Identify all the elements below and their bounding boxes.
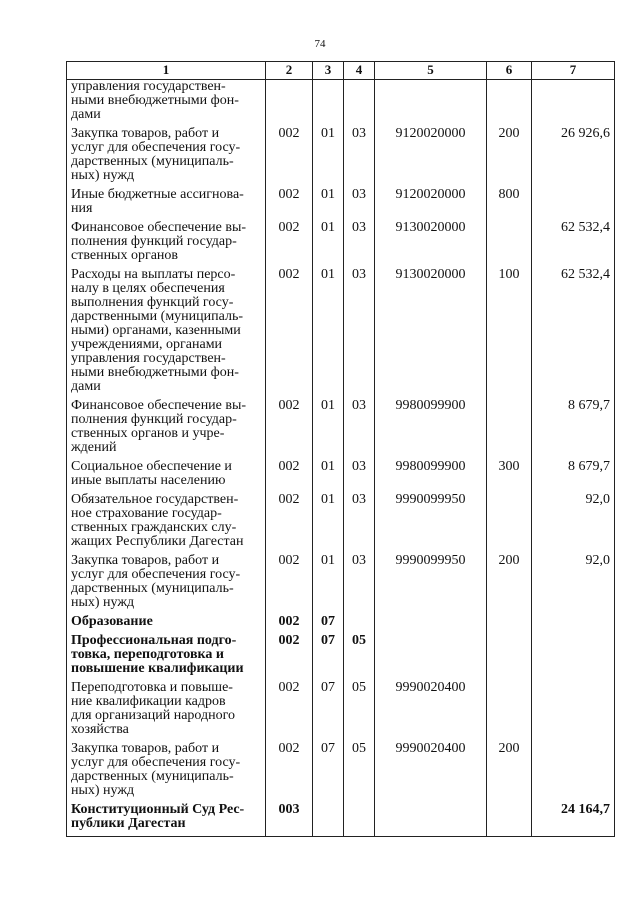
row-name: Финансовое обеспечение вы- полнения функций государ- ственных органов и учре- ждений	[71, 398, 247, 455]
row-name: Конституционный Суд Рес- публики Дагестан	[71, 802, 245, 831]
row-name-cell	[67, 221, 266, 268]
row-amount-cell	[532, 554, 615, 615]
row-expense-type-cell	[487, 221, 532, 268]
row-amount: 26 926,6	[561, 126, 610, 141]
row-name: Финансовое обеспечение вы- полнения функций государ- ственных органов	[71, 220, 247, 263]
header-col-6: 6	[487, 62, 532, 80]
row-section: 01	[321, 398, 335, 413]
row-section-cell	[313, 681, 344, 742]
row-gov-code-cell	[266, 493, 313, 554]
row-name-cell	[67, 681, 266, 742]
row-amount-cell	[532, 803, 615, 837]
row-section-cell	[313, 268, 344, 399]
row-name: Закупка товаров, работ и услуг для обеспечения госу- дарственных (муниципаль- ных) нужд	[71, 553, 241, 610]
row-name-cell	[67, 399, 266, 460]
row-amount: 92,0	[585, 553, 610, 568]
row-section-cell	[313, 399, 344, 460]
row-subsection-cell	[344, 742, 375, 803]
row-target-article: 9990099950	[395, 492, 466, 507]
row-name-cell	[67, 615, 266, 634]
row-gov-code-cell	[266, 615, 313, 634]
table-row	[67, 221, 615, 268]
table-row	[67, 399, 615, 460]
row-section-cell	[313, 742, 344, 803]
header-col-2: 2	[266, 62, 313, 80]
table-row	[67, 681, 615, 742]
row-gov-code: 002	[278, 553, 300, 568]
row-section: 01	[321, 187, 335, 202]
row-target-article-cell	[375, 127, 487, 188]
row-subsection-cell	[344, 221, 375, 268]
row-amount: 8 679,7	[568, 398, 610, 413]
row-subsection-cell	[344, 460, 375, 493]
row-gov-code-cell	[266, 460, 313, 493]
row-target-article-cell	[375, 615, 487, 634]
row-gov-code: 002	[278, 398, 300, 413]
row-name-cell	[67, 80, 266, 128]
row-section-cell	[313, 221, 344, 268]
table-row	[67, 803, 615, 837]
row-subsection-cell	[344, 188, 375, 221]
row-subsection: 03	[352, 267, 366, 282]
row-expense-type-cell	[487, 634, 532, 681]
row-name-cell	[67, 634, 266, 681]
row-amount: 8 679,7	[568, 459, 610, 474]
header-col-4: 4	[344, 62, 375, 80]
row-section-cell	[313, 634, 344, 681]
row-amount-cell	[532, 221, 615, 268]
header-col-5: 5	[375, 62, 487, 80]
table-row	[67, 493, 615, 554]
row-subsection-cell	[344, 80, 375, 128]
row-amount-cell	[532, 80, 615, 128]
row-gov-code: 002	[278, 614, 300, 629]
row-target-article: 9130020000	[395, 220, 466, 235]
row-section: 01	[321, 267, 335, 282]
row-name-cell	[67, 268, 266, 399]
row-subsection: 03	[352, 220, 366, 235]
row-target-article-cell	[375, 80, 487, 128]
row-target-article-cell	[375, 268, 487, 399]
row-name-cell	[67, 742, 266, 803]
row-section: 07	[321, 633, 335, 648]
row-target-article-cell	[375, 803, 487, 837]
row-section-cell	[313, 554, 344, 615]
row-name: Образование	[71, 614, 153, 629]
row-expense-type: 800	[498, 187, 520, 202]
row-name: Расходы на выплаты персо- налу в целях обеспечения выполнения функций госу- дарственными (муниципаль- ными) органами, казенными учреждениями, органами управления государствен- ными внебюджетными фон- дами	[71, 267, 244, 394]
row-gov-code-cell	[266, 681, 313, 742]
row-amount-cell	[532, 188, 615, 221]
page-number: 74	[314, 38, 326, 50]
row-amount-cell	[532, 460, 615, 493]
header-col-1: 1	[67, 62, 266, 80]
row-subsection: 03	[352, 492, 366, 507]
row-gov-code: 002	[278, 187, 300, 202]
row-name-cell	[67, 493, 266, 554]
row-gov-code: 002	[278, 459, 300, 474]
row-expense-type: 200	[498, 741, 520, 756]
row-subsection-cell	[344, 615, 375, 634]
row-expense-type-cell	[487, 803, 532, 837]
row-expense-type: 100	[498, 267, 520, 282]
row-name-cell	[67, 554, 266, 615]
row-gov-code: 002	[278, 267, 300, 282]
row-name: Профессиональная подго- товка, переподготовка и повышение квалификации	[71, 633, 244, 676]
table-row	[67, 127, 615, 188]
table-row	[67, 554, 615, 615]
row-section: 01	[321, 553, 335, 568]
row-gov-code-cell	[266, 634, 313, 681]
row-amount-cell	[532, 493, 615, 554]
row-target-article: 9120020000	[395, 126, 466, 141]
row-section: 07	[321, 614, 335, 629]
row-section-cell	[313, 803, 344, 837]
row-expense-type-cell	[487, 127, 532, 188]
row-subsection: 03	[352, 126, 366, 141]
row-name: Иные бюджетные ассигнова- ния	[71, 187, 244, 216]
header-col-7: 7	[532, 62, 615, 80]
table-row	[67, 460, 615, 493]
row-subsection: 05	[352, 680, 366, 695]
row-amount: 24 164,7	[561, 802, 610, 817]
row-expense-type-cell	[487, 188, 532, 221]
row-target-article-cell	[375, 554, 487, 615]
row-subsection-cell	[344, 493, 375, 554]
row-expense-type: 200	[498, 553, 520, 568]
row-target-article: 9990020400	[395, 680, 466, 695]
row-name: Социальное обеспечение и иные выплаты населению	[71, 459, 232, 488]
row-target-article: 9990099950	[395, 553, 466, 568]
row-section-cell	[313, 493, 344, 554]
row-subsection-cell	[344, 803, 375, 837]
row-gov-code-cell	[266, 80, 313, 128]
row-gov-code-cell	[266, 803, 313, 837]
row-section: 07	[321, 680, 335, 695]
row-expense-type: 300	[498, 459, 520, 474]
row-gov-code-cell	[266, 188, 313, 221]
row-amount-cell	[532, 615, 615, 634]
table-row	[67, 615, 615, 634]
table-row	[67, 268, 615, 399]
row-target-article-cell	[375, 460, 487, 493]
table-row	[67, 80, 615, 128]
row-section: 01	[321, 459, 335, 474]
row-subsection: 03	[352, 553, 366, 568]
row-expense-type-cell	[487, 268, 532, 399]
row-name-cell	[67, 803, 266, 837]
table-row	[67, 634, 615, 681]
row-amount: 62 532,4	[561, 267, 610, 282]
row-expense-type-cell	[487, 460, 532, 493]
budget-table	[66, 61, 615, 837]
row-amount-cell	[532, 681, 615, 742]
row-amount-cell	[532, 742, 615, 803]
row-subsection-cell	[344, 268, 375, 399]
table-body	[67, 80, 615, 837]
row-gov-code: 003	[278, 802, 300, 817]
row-gov-code: 002	[278, 680, 300, 695]
row-subsection-cell	[344, 634, 375, 681]
row-gov-code: 002	[278, 633, 300, 648]
row-expense-type-cell	[487, 742, 532, 803]
header-col-3: 3	[313, 62, 344, 80]
row-name: Закупка товаров, работ и услуг для обеспечения госу- дарственных (муниципаль- ных) нужд	[71, 741, 241, 798]
row-section-cell	[313, 127, 344, 188]
row-gov-code-cell	[266, 554, 313, 615]
row-gov-code-cell	[266, 127, 313, 188]
row-amount-cell	[532, 634, 615, 681]
row-target-article-cell	[375, 493, 487, 554]
row-subsection: 03	[352, 187, 366, 202]
row-section: 01	[321, 220, 335, 235]
row-target-article-cell	[375, 742, 487, 803]
row-subsection-cell	[344, 399, 375, 460]
row-subsection-cell	[344, 681, 375, 742]
row-subsection: 05	[352, 741, 366, 756]
row-subsection: 03	[352, 398, 366, 413]
row-amount-cell	[532, 127, 615, 188]
row-gov-code-cell	[266, 268, 313, 399]
row-name: Закупка товаров, работ и услуг для обеспечения госу- дарственных (муниципаль- ных) нужд	[71, 126, 241, 183]
row-section: 01	[321, 126, 335, 141]
row-target-article-cell	[375, 221, 487, 268]
row-subsection: 05	[352, 633, 366, 648]
row-target-article-cell	[375, 399, 487, 460]
table-row	[67, 742, 615, 803]
row-expense-type-cell	[487, 399, 532, 460]
row-gov-code-cell	[266, 742, 313, 803]
table-row	[67, 188, 615, 221]
row-expense-type-cell	[487, 615, 532, 634]
row-gov-code-cell	[266, 399, 313, 460]
row-target-article: 9120020000	[395, 187, 466, 202]
row-section-cell	[313, 615, 344, 634]
row-target-article: 9980099900	[395, 459, 466, 474]
row-amount-cell	[532, 268, 615, 399]
row-amount-cell	[532, 399, 615, 460]
row-expense-type-cell	[487, 493, 532, 554]
row-expense-type-cell	[487, 80, 532, 128]
row-subsection-cell	[344, 127, 375, 188]
row-amount: 92,0	[585, 492, 610, 507]
row-section: 07	[321, 741, 335, 756]
row-target-article: 9980099900	[395, 398, 466, 413]
row-section: 01	[321, 492, 335, 507]
row-subsection: 03	[352, 459, 366, 474]
row-target-article: 9130020000	[395, 267, 466, 282]
header-row	[67, 62, 615, 80]
row-section-cell	[313, 188, 344, 221]
row-target-article-cell	[375, 634, 487, 681]
row-name-cell	[67, 460, 266, 493]
row-gov-code-cell	[266, 221, 313, 268]
row-gov-code: 002	[278, 741, 300, 756]
row-expense-type-cell	[487, 681, 532, 742]
row-section-cell	[313, 460, 344, 493]
row-gov-code: 002	[278, 492, 300, 507]
row-expense-type-cell	[487, 554, 532, 615]
row-name-cell	[67, 127, 266, 188]
row-name: Переподготовка и повыше- ние квалификации кадров для организаций народного хозяйства	[71, 680, 236, 737]
row-gov-code: 002	[278, 220, 300, 235]
row-target-article-cell	[375, 681, 487, 742]
row-section-cell	[313, 80, 344, 128]
row-expense-type: 200	[498, 126, 520, 141]
row-target-article-cell	[375, 188, 487, 221]
row-gov-code: 002	[278, 126, 300, 141]
row-subsection-cell	[344, 554, 375, 615]
row-target-article: 9990020400	[395, 741, 466, 756]
row-name: Обязательное государствен- ное страхование государ- ственных гражданских слу- жащих Республики Дагестан	[71, 492, 244, 549]
row-name: управления государствен- ными внебюджетными фон- дами	[71, 79, 239, 122]
row-amount: 62 532,4	[561, 220, 610, 235]
row-name-cell	[67, 188, 266, 221]
